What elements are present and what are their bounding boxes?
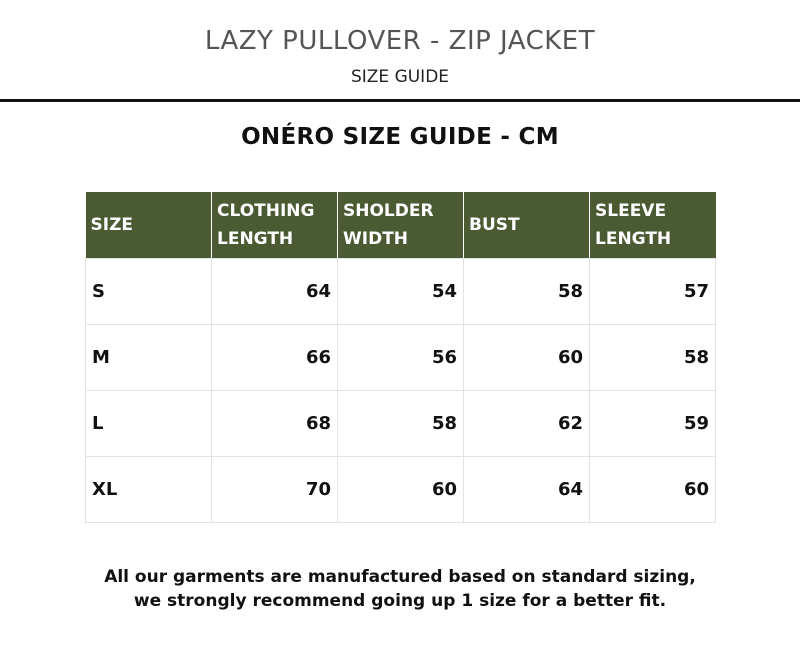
column-header-sleeve-length: [590, 192, 716, 259]
sholder-width-cell: 58: [338, 391, 464, 457]
table-row: [86, 325, 716, 391]
column-header-label: LENGTH: [217, 229, 294, 249]
column-header-label: WIDTH: [343, 229, 409, 249]
column-header-clothing-length: [212, 192, 338, 259]
size-cell: L: [86, 391, 212, 457]
column-header-label: SHOLDER: [343, 201, 434, 221]
note-line: All our garments are manufactured based on standard sizing,: [104, 567, 696, 587]
sleeve-length-cell: 59: [590, 391, 716, 457]
clothing-length-cell: 66: [212, 325, 338, 391]
note-line: we strongly recommend going up 1 size for a better fit.: [133, 591, 667, 611]
page-title: LAZY PULLOVER - ZIP JACKET: [204, 26, 596, 56]
size-cell: M: [86, 325, 212, 391]
table-row: [86, 391, 716, 457]
size-cell: S: [86, 259, 212, 325]
column-header-size: [86, 192, 212, 259]
column-header-label: LENGTH: [595, 229, 672, 249]
sholder-width-cell: 54: [338, 259, 464, 325]
clothing-length-cell: 70: [212, 457, 338, 523]
column-header-label: SIZE: [90, 215, 134, 235]
bust-cell: 58: [464, 259, 590, 325]
section-title: ONÉRO SIZE GUIDE - CM: [241, 124, 559, 150]
column-header-label: BUST: [469, 215, 520, 235]
column-header-label: CLOTHING: [217, 201, 315, 221]
clothing-length-cell: 64: [212, 259, 338, 325]
sholder-width-cell: 60: [338, 457, 464, 523]
size-table: [85, 192, 716, 523]
bust-cell: 64: [464, 457, 590, 523]
header-divider: [0, 99, 800, 102]
bust-cell: 62: [464, 391, 590, 457]
size-cell: XL: [86, 457, 212, 523]
column-header-bust: [464, 192, 590, 259]
sleeve-length-cell: 58: [590, 325, 716, 391]
page-subtitle: SIZE GUIDE: [350, 67, 450, 87]
sleeve-length-cell: 57: [590, 259, 716, 325]
sholder-width-cell: 56: [338, 325, 464, 391]
column-header-sholder-width: [338, 192, 464, 259]
table-header-row: [86, 192, 716, 259]
bust-cell: 60: [464, 325, 590, 391]
sleeve-length-cell: 60: [590, 457, 716, 523]
table-row: [86, 259, 716, 325]
table-row: [86, 457, 716, 523]
clothing-length-cell: 68: [212, 391, 338, 457]
column-header-label: SLEEVE: [595, 201, 667, 221]
fit-recommendation-note: [0, 565, 800, 613]
